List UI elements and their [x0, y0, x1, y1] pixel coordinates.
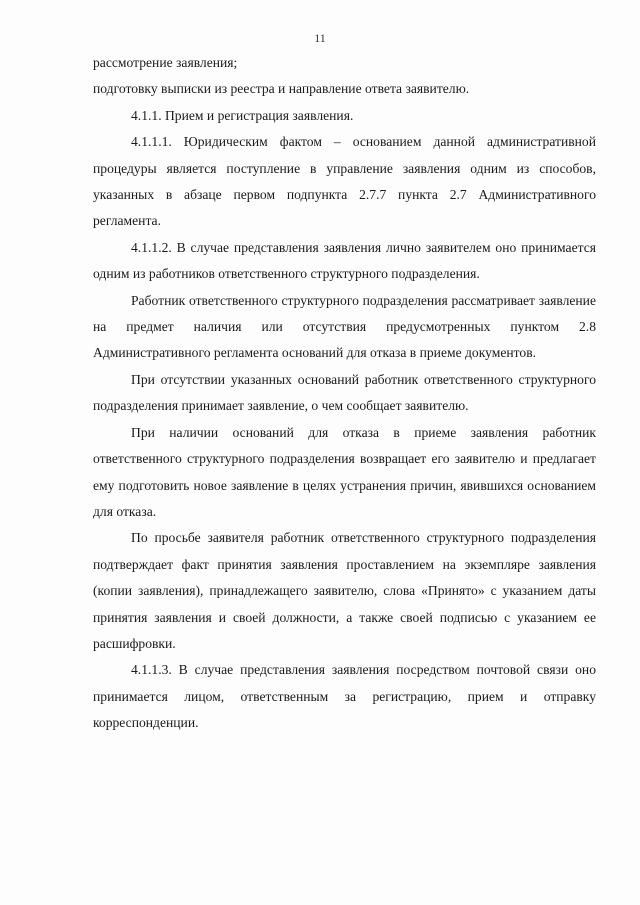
paragraph-review: Работник ответственного структурного подразделения рассматривает заявление на предмет наличия или отсутствия предусмотренных пунктом 2.8 Административного регламента оснований для отказа в приеме документов.: [93, 292, 596, 361]
paragraph-4-1-1-3: 4.1.1.3. В случае представления заявления посредством почтовой связи оно принимается лицом, ответственным за регистрацию, прием и отправку корреспонденции.: [93, 662, 596, 731]
section-heading-4-1-1: 4.1.1. Прием и регистрация заявления.: [131, 107, 354, 123]
page-number: 11: [314, 31, 326, 45]
paragraph-4-1-1-1: 4.1.1.1. Юридическим фактом – основанием данной административной процедуры является поступление в управление заявления одним из способов, указанных в абзаце первом подпункта 2.7.7 пункта 2.7 Административного регламента.: [93, 134, 596, 229]
paragraph-1: рассмотрение заявления;: [93, 55, 238, 70]
paragraph-2: подготовку выписки из реестра и направление ответа заявителю.: [93, 81, 470, 97]
paragraph-grounds-refusal: При наличии оснований для отказа в приеме заявления работник ответственного структурного подразделения возвращает его заявителю и предлагает ему подготовить новое заявление в целях устранения причин, явившихся основанием для отказа.: [93, 424, 596, 519]
paragraph-confirmation: По просьбе заявителя работник ответственного структурного подразделения подтверждает факт принятия заявления проставлением на экземпляре заявления (копии заявления), принадлежащего заявителю, слова «Принято» с указанием даты принятия заявления и своей должности, а также своей подписью с указанием ее расшифровки.: [93, 530, 596, 651]
paragraph-no-grounds: При отсутствии указанных оснований работник ответственного структурного подразделения принимает заявление, о чем сообщает заявителю.: [93, 371, 596, 414]
paragraph-4-1-1-2: 4.1.1.2. В случае представления заявления лично заявителем оно принимается одним из работников ответственного структурного подразделения.: [93, 239, 596, 282]
document-body: [93, 50, 596, 737]
